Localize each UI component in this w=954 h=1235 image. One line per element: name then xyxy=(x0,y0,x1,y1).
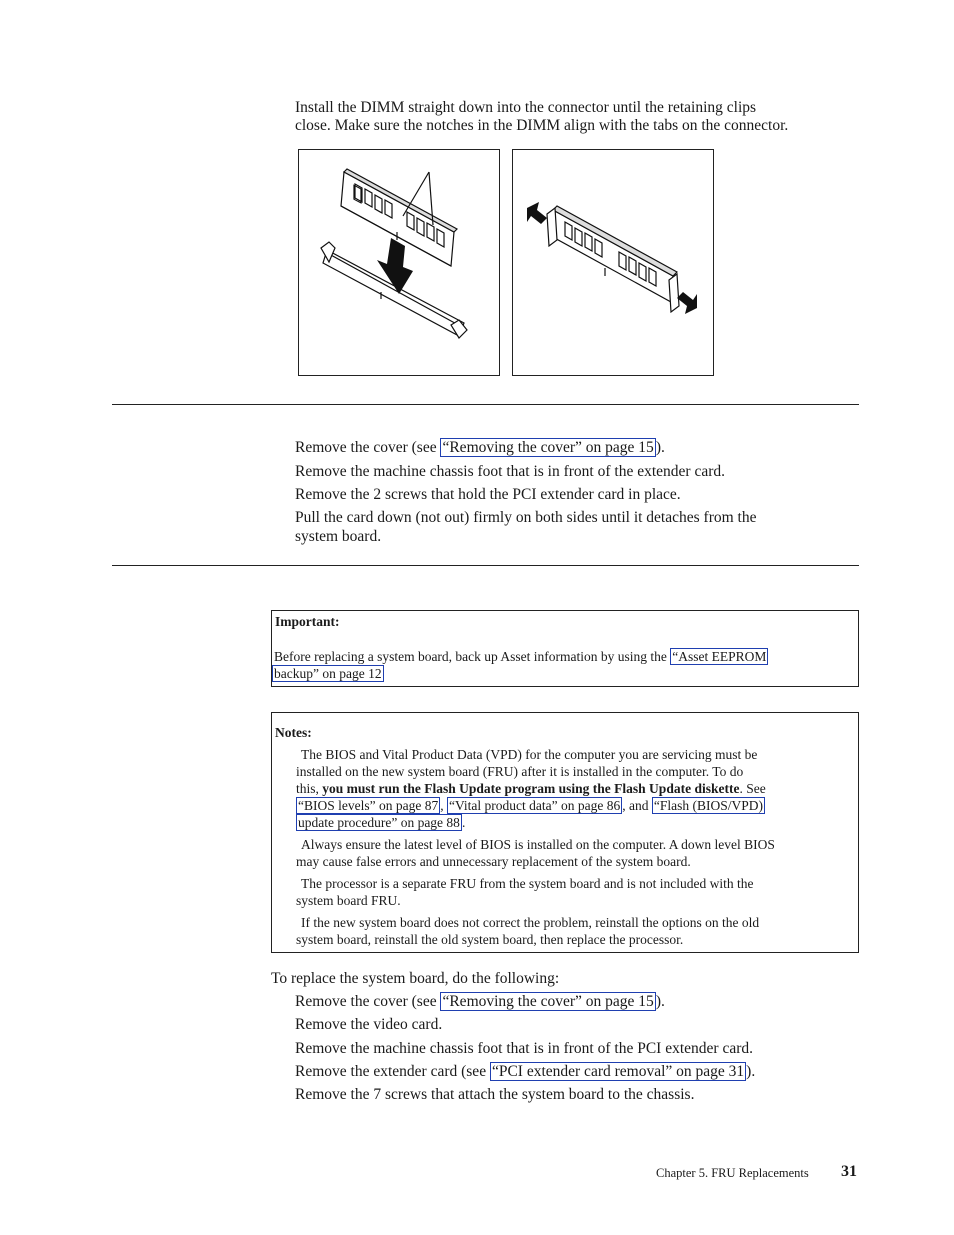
bios-levels-link[interactable]: “BIOS levels” on page 87 xyxy=(298,798,439,813)
dimm-insert-illustration xyxy=(299,150,499,375)
important-heading: Important: xyxy=(275,614,340,629)
pci-step-1: Remove the cover (see “Removing the cover” on page 15 ). xyxy=(295,439,665,456)
dimm-insert-figure xyxy=(298,149,500,376)
note-4: If the new system board does not correct the problem, reinstall the options on the old system board, reinstall the old system board, then replace the processor. xyxy=(296,915,760,947)
pci-step-4: Pull the card down (not out) firmly on both sides until it detaches from the system board. xyxy=(295,509,757,545)
notes-box xyxy=(271,712,859,953)
pci-extender-removal-link[interactable]: “PCI extender card removal” on page 31 xyxy=(491,1063,745,1080)
replace-step-1: Remove the cover (see “Removing the cover” on page 15 ). xyxy=(295,993,665,1010)
replace-lead: To replace the system board, do the following: xyxy=(271,970,560,987)
note-2: Always ensure the latest level of BIOS is installed on the computer. A down level BIOS may cause false errors and unnecessary replacement of the system board. xyxy=(296,837,775,869)
note-3: The processor is a separate FRU from the system board and is not included with the system board FRU. xyxy=(296,876,754,908)
important-box xyxy=(271,610,859,687)
replace-step-2: Remove the video card. xyxy=(295,1016,443,1033)
dimm-seated-figure xyxy=(512,149,714,376)
flash-bios-vpd-link[interactable]: “Flash (BIOS/VPD) xyxy=(653,798,763,813)
section-divider xyxy=(112,404,859,405)
page-number: 31 xyxy=(841,1163,857,1180)
replace-step-4: Remove the extender card (see “PCI extender card removal” on page 31 ). xyxy=(295,1063,756,1080)
vital-product-data-link[interactable]: “Vital product data” on page 86 xyxy=(448,798,621,813)
removing-cover-link[interactable]: “Removing the cover” on page 15 xyxy=(442,439,654,456)
flash-bios-vpd-link-cont[interactable]: update procedure” on page 88 xyxy=(298,815,460,830)
removing-cover-link[interactable]: “Removing the cover” on page 15 xyxy=(442,993,654,1010)
notes-heading: Notes: xyxy=(275,725,312,740)
footer-chapter: Chapter 5. FRU Replacements xyxy=(656,1166,809,1180)
dimm-seated-illustration xyxy=(513,150,713,375)
intro-text: Install the DIMM straight down into the connector until the retaining clips close. Make sure the notches in the DIMM align with the tabs on the connector. xyxy=(295,99,789,134)
asset-eeprom-link-cont[interactable]: backup” on page 12 xyxy=(274,666,382,681)
section-divider xyxy=(112,565,859,566)
pci-step-2: Remove the machine chassis foot that is in front of the extender card. xyxy=(295,463,725,480)
note-1: The BIOS and Vital Product Data (VPD) for the computer you are servicing must be installed on the new system board (FRU) after it is installed in the computer. To do this, you must run the Flash Update program using the Flash Update diskette. See “BIOS levels” on page 87 , “Vital product data” on page 86 , and “Flash (BIOS/VPD) update procedure” on page 88 . xyxy=(296,747,766,830)
replace-step-5: Remove the 7 screws that attach the system board to the chassis. xyxy=(295,1086,695,1103)
important-text: Before replacing a system board, back up Asset information by using the “Asset EEPROM xyxy=(274,649,767,664)
pci-step-3: Remove the 2 screws that hold the PCI extender card in place. xyxy=(295,486,681,503)
replace-step-3: Remove the machine chassis foot that is in front of the PCI extender card. xyxy=(295,1040,753,1057)
asset-eeprom-link[interactable]: “Asset EEPROM xyxy=(672,649,767,664)
